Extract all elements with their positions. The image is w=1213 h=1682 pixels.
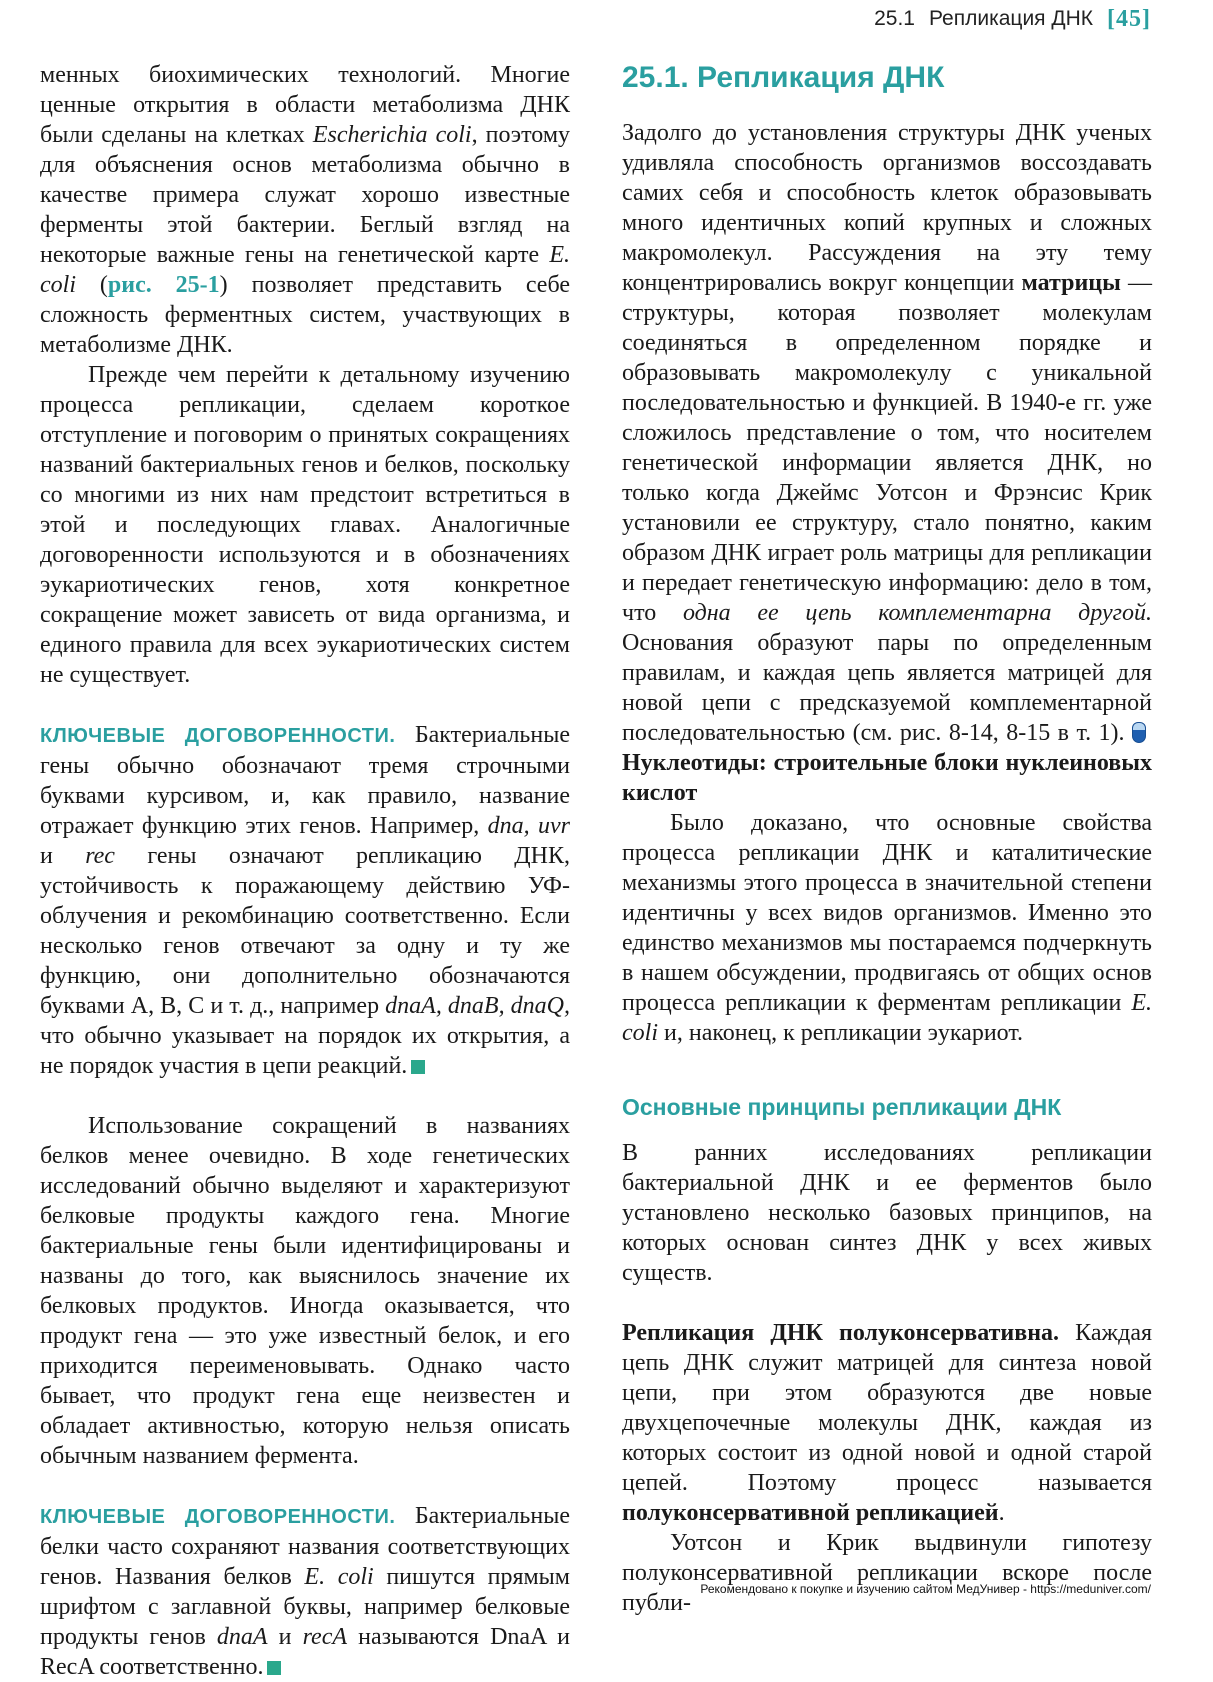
key-convention-label: КЛЮЧЕВЫЕ ДОГОВОРЕННОСТИ. [40,1506,396,1528]
figure-reference-link[interactable]: рис. 25-1 [107,272,220,298]
gene-name: dnaA [216,1624,268,1650]
text: пишутся прямым шрифтом с заглавной буквы, например белковые продукты генов [40,1564,570,1650]
text: — структуры, которая позволяет молекулам соединяться в определенном порядке и образовывать макромолекулу с уникальной последовательностью и функцией. В 1940-е гг. уже сложилось представление о том, что носителем генетической информации является ДНК, но только когда Джеймс Уотсон и Фрэнсис Крик установили ее структуру, стало понятно, каким образом ДНК играет роль матрицы для репликации и передает генетическую информацию: дело в том, что [622,270,1152,626]
emphasis: одна ее цепь комплементарна другой. [682,600,1152,626]
text: Бактериальные гены обычно обозначают тремя строчными буквами курсивом, и, как правило, название отражает функцию этих генов. Например, [40,722,570,839]
gene-name: recA [302,1624,348,1650]
key-convention-block [40,720,570,1081]
text: . [998,1500,1005,1526]
key-convention-label: КЛЮЧЕВЫЕ ДОГОВОРЕННОСТИ. [40,725,396,747]
species-name: E. coli [304,1564,374,1590]
header-section-number: 25.1 [874,7,915,30]
text: позволяет представить себе сложность ферментных систем, участвующих в метаболизме ДНК. [40,272,570,358]
species-name: Escherichia coli [312,122,472,148]
text: и [267,1624,303,1650]
paragraph [622,118,1152,808]
right-column [622,60,1152,1618]
text: , поэтому для объяснения основ метаболизма обычно в качестве примера служат хорошо известные ферменты этой бактерии. Беглый взгляд на некоторые важные гены на генетической карте [40,122,571,268]
gene-names: dna, uvr [487,813,570,839]
species-name: E. coli [40,242,570,298]
term: полуконсервативной репликацией [622,1500,999,1526]
text: что обычно указывает на порядок их открытия, а не порядок участия в цепи реакций. [40,1023,570,1079]
principle-heading: Репликация ДНК полуконсервативна. [622,1320,1060,1346]
end-marker-icon [411,1060,425,1074]
gene-name: rec [85,843,115,869]
paragraph [40,60,570,360]
header-title: Репликация ДНК [928,7,1094,30]
left-column [40,60,570,1682]
key-convention-block [40,1501,570,1682]
text: называются DnaA и RecA соответственно. [40,1624,570,1680]
media-link[interactable]: Нуклеотиды: строительные блоки нуклеиновых кислот [622,750,1152,806]
text: и [40,843,86,869]
paragraph [622,808,1152,1048]
end-marker-icon [267,1661,281,1675]
page-number: [45] [1107,5,1151,32]
section-title: 25.1. Репликация ДНК [622,61,945,94]
species-name: E. coli [622,990,1152,1046]
footer-note: Рекомендовано к покупке и изучению сайтом МедУнивер - https://meduniver.com/ [700,1582,1151,1596]
paragraph: Использование сокращений в названиях белков менее очевидно. В ходе генетических исследований обычно выделяют и характеризуют белковые продукты каждого гена. Многие бактериальные гены были идентифицированы и названы до того, как выяснилось значение их белковых продуктов. Иногда оказывается, что продукт гена — это уже известный белок, и его приходится переименовывать. Однако часто бывает, что продукт гена еще неизвестен и обладает активностью, которую нельзя описать обычным названием фермента. [40,1113,570,1469]
paragraph: Прежде чем перейти к детальному изучению процесса репликации, сделаем короткое отступление и поговорим о принятых сокращениях названий бактериальных генов и белков, поскольку со многими из них нам предстоит встретиться в этой и последующих главах. Аналогичные договоренности используются и в обозначениях эукариотических генов, хотя конкретное сокращение может зависеть от вида организма, и единого правила для всех эукариотических систем не существует. [40,362,570,688]
text: Бактериальные белки часто сохраняют названия соответствующих генов. Названия белков [40,1503,570,1590]
text: ( [76,272,108,298]
paragraph [622,1318,1152,1528]
text: Основания образуют пары по определенным правилам, и каждая цепь является матрицей для новой цепи с предсказуемой комплементарной последовательностью (см. рис. 8-14, 8-15 в т. 1). [622,630,1152,746]
running-head [874,4,1151,34]
text: менных биохимических технологий. Многие ценные открытия в области метаболизма ДНК были сделаны на клетках [40,62,570,148]
paragraph: В ранних исследованиях репликации бактериальной ДНК и ее ферментов было установлено несколько базовых принципов, на которых основан синтез ДНК у всех живых существ. [622,1140,1152,1286]
text: ) [219,272,228,298]
text: Задолго до установления структуры ДНК ученых удивляла способность организмов воссоздавать самих себя и способность клеток образовывать много идентичных копий крупных и сложных макромолекул. Рассуждения на эту тему концентрировались вокруг концепции [622,120,1152,296]
mouse-icon[interactable] [1132,722,1146,743]
gene-names: dnaA, dnaB, dnaQ, [385,993,571,1019]
text: Было доказано, что основные свойства процесса репликации ДНК и каталитические механизмы этого процесса в значительной степени идентичны у всех видов организмов. Именно это единство механизмов мы постараемся подчеркнуть в нашем обсуждении, продвигаясь от общих основ процесса репликации к ферментам репликации [622,810,1152,1016]
text: гены означают репликацию ДНК, устойчивость к поражающему действию УФ-облучения и рекомбинацию соответственно. Если несколько генов отвечают за одну и ту же функцию, они дополнительно обозначаются буквами A, B, C и т. д., например [40,843,570,1019]
term: матрицы [1021,270,1121,296]
paragraph: Уотсон и Крик выдвинули гипотезу полуконсервативной репликации вскоре после публи- [622,1530,1152,1616]
text: Каждая цепь ДНК служит матрицей для синтеза новой цепи, при этом образуются две новые двухцепочечные молекулы ДНК, каждая из которых состоит из одной новой и одной старой цепей. Поэтому процесс называется [622,1320,1153,1496]
subsection-title: Основные принципы репликации ДНК [622,1094,1062,1120]
text: и, наконец, к репликации эукариот. [658,1020,1024,1046]
